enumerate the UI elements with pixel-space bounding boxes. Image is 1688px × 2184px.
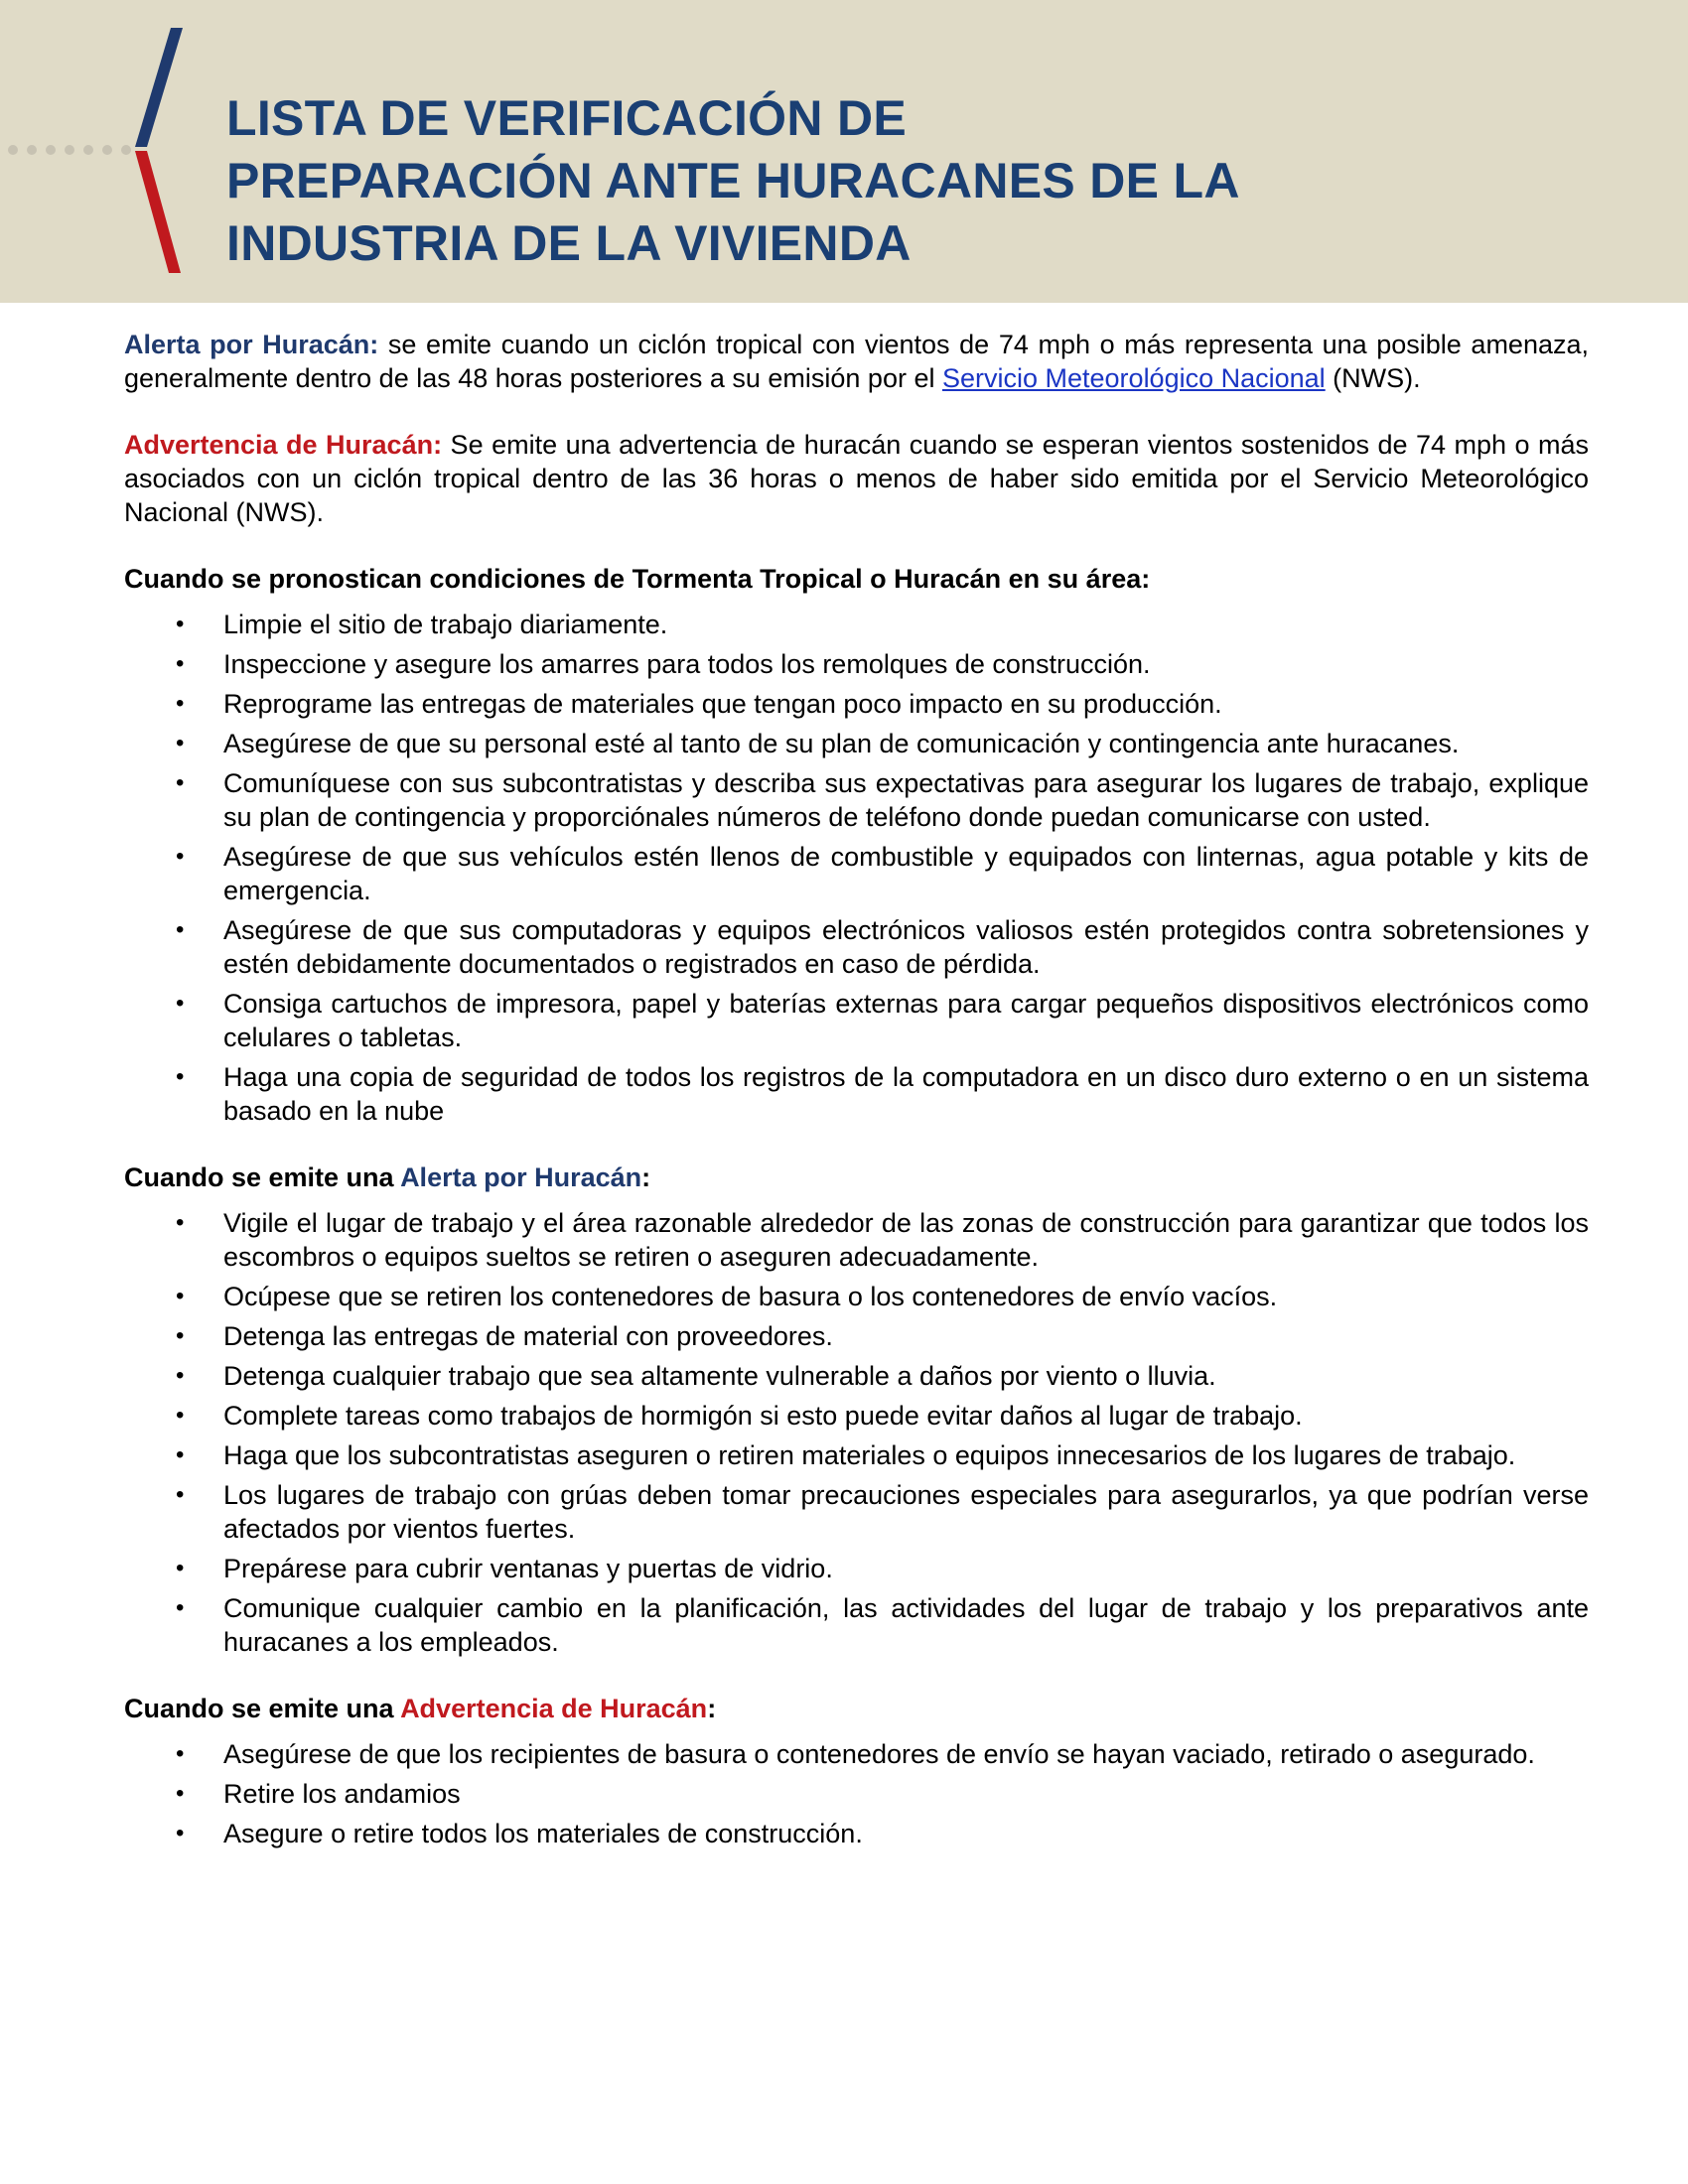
section-heading-forecast: Cuando se pronostican condiciones de Tormenta Tropical o Huracán en su área:	[124, 564, 1151, 594]
list-item	[124, 608, 1589, 641]
bullet-icon: •	[176, 1402, 185, 1429]
alerta-text-end: (NWS).	[1325, 363, 1421, 393]
bullet-icon: •	[176, 1740, 185, 1767]
list-item	[124, 1777, 1589, 1811]
bullet-icon: •	[176, 611, 185, 637]
list-item	[124, 1399, 1589, 1433]
nws-link[interactable]: Servicio Meteorológico Nacional	[941, 363, 1326, 393]
document-body	[124, 328, 1589, 1883]
list-item-text: Inspeccione y asegure los amarres para todos los remolques de construcción.	[223, 649, 1151, 679]
list-item-text: Comuníquese con sus subcontratistas y describa sus expectativas para asegurar los lugares de trabajo, explique su plan de contingencia y proporciónales números de teléfono donde puedan comunicarse con usted.	[223, 768, 1589, 832]
bullet-icon: •	[176, 1780, 185, 1807]
list-item-text: Asegúrese de que su personal esté al tanto de su plan de comunicación y contingencia ante huracanes.	[223, 729, 1460, 758]
list-item-text: Asegúrese de que sus vehículos estén llenos de combustible y equipados con linternas, agua potable y kits de emergencia.	[223, 842, 1589, 905]
list-item	[124, 840, 1589, 907]
section-heading-advertencia	[124, 1692, 1589, 1725]
list-item	[124, 687, 1589, 721]
heading-highlight: Advertencia de Huracán	[400, 1694, 708, 1723]
advertencia-checklist	[124, 1737, 1589, 1850]
list-item-text: Ocúpese que se retiren los contenedores de basura o los contenedores de envío vacíos.	[223, 1282, 1278, 1311]
alerta-definition	[124, 328, 1589, 395]
list-item-text: Haga que los subcontratistas aseguren o retiren materiales o equipos innecesarios de los lugares de trabajo.	[223, 1440, 1516, 1470]
title-line: PREPARACIÓN ANTE HURACANES DE LA	[226, 153, 1240, 208]
list-item	[124, 647, 1589, 681]
bullet-icon: •	[176, 730, 185, 756]
alerta-label: Alerta por Huracán:	[124, 330, 379, 359]
advertencia-text: Se emite una advertencia de huracán cuando se esperan vientos sostenidos de 74 mph o más asociados con un ciclón tropical dentro de las 36 horas o menos de haber sido emitida por el Servicio Meteorológico Nacional (NWS).	[124, 430, 1589, 527]
heading-highlight: Alerta por Huracán	[400, 1162, 642, 1192]
list-item-text: Asegúrese de que sus computadoras y equipos electrónicos valiosos estén protegidos contra sobretensiones y estén debidamente documentados o registrados en caso de pérdida.	[223, 915, 1589, 979]
list-item-text: Limpie el sitio de trabajo diariamente.	[223, 610, 668, 639]
advertencia-definition	[124, 428, 1589, 529]
title-line: INDUSTRIA DE LA VIVIENDA	[226, 215, 912, 271]
bullet-icon: •	[176, 690, 185, 717]
list-item-text: Complete tareas como trabajos de hormigón si esto puede evitar daños al lugar de trabajo.	[223, 1401, 1303, 1431]
slash-red	[135, 151, 181, 273]
list-item	[124, 1359, 1589, 1393]
list-item-text: Prepárese para cubrir ventanas y puertas de vidrio.	[223, 1554, 833, 1583]
bullet-icon: •	[176, 1555, 185, 1581]
list-item	[124, 1591, 1589, 1659]
list-item	[124, 913, 1589, 981]
list-item	[124, 1817, 1589, 1850]
list-item	[124, 1206, 1589, 1274]
list-item	[124, 1060, 1589, 1128]
list-item	[124, 727, 1589, 760]
list-item-text: Retire los andamios	[223, 1779, 461, 1809]
alerta-text: se emite cuando un ciclón tropical con vientos de 74 mph o más representa una posible amenaza, generalmente dentro de las 48 horas posteriores a su emisión por el	[124, 330, 1589, 393]
header-band	[0, 0, 1688, 303]
list-item	[124, 766, 1589, 834]
bullet-icon: •	[176, 843, 185, 870]
bullet-icon: •	[176, 769, 185, 796]
list-item-text: Haga una copia de seguridad de todos los registros de la computadora en un disco duro externo o en un sistema basado en la nube	[223, 1062, 1589, 1126]
list-item	[124, 1319, 1589, 1353]
page-title	[226, 87, 1240, 275]
list-item-text: Reprograme las entregas de materiales que tengan poco impacto en su producción.	[223, 689, 1222, 719]
list-item	[124, 1438, 1589, 1472]
list-item	[124, 1280, 1589, 1313]
slash-navy	[135, 28, 183, 147]
bullet-icon: •	[176, 1209, 185, 1236]
bullet-icon: •	[176, 650, 185, 677]
advertencia-label: Advertencia de Huracán:	[124, 430, 443, 460]
list-item-text: Consiga cartuchos de impresora, papel y baterías externas para cargar pequeños dispositivos electrónicos como celulares o tabletas.	[223, 989, 1589, 1052]
list-item-text: Detenga cualquier trabajo que sea altamente vulnerable a daños por viento o lluvia.	[223, 1361, 1216, 1391]
bullet-icon: •	[176, 916, 185, 943]
bullet-icon: •	[176, 1820, 185, 1846]
title-line: LISTA DE VERIFICACIÓN DE	[226, 90, 908, 146]
logo-slash-icon	[0, 0, 199, 303]
list-item-text: Asegure o retire todos los materiales de construcción.	[223, 1819, 863, 1848]
bullet-icon: •	[176, 1362, 185, 1389]
bullet-icon: •	[176, 1063, 185, 1090]
bullet-icon: •	[176, 1441, 185, 1468]
bullet-icon: •	[176, 990, 185, 1017]
list-item	[124, 1552, 1589, 1585]
bullet-icon: •	[176, 1594, 185, 1621]
list-item-text: Vigile el lugar de trabajo y el área razonable alrededor de las zonas de construcción para garantizar que todos los escombros o equipos sueltos se retiren o aseguren adecuadamente.	[223, 1208, 1589, 1272]
list-item-text: Los lugares de trabajo con grúas deben tomar precauciones especiales para asegurarlos, ya que podrían verse afectados por vientos fuertes.	[223, 1480, 1589, 1544]
list-item-text: Comunique cualquier cambio en la planificación, las actividades del lugar de trabajo y los preparativos ante huracanes a los empleados.	[223, 1593, 1589, 1657]
list-item-text: Detenga las entregas de material con proveedores.	[223, 1321, 833, 1351]
bullet-icon: •	[176, 1322, 185, 1349]
alerta-checklist	[124, 1206, 1589, 1659]
heading-suffix: :	[707, 1694, 717, 1723]
forecast-checklist	[124, 608, 1589, 1128]
list-item-text: Asegúrese de que los recipientes de basura o contenedores de envío se hayan vaciado, retirado o asegurado.	[223, 1739, 1535, 1769]
section-heading-alerta	[124, 1160, 1589, 1194]
heading-suffix: :	[641, 1162, 651, 1192]
list-item	[124, 1478, 1589, 1546]
list-item	[124, 1737, 1589, 1771]
bullet-icon: •	[176, 1481, 185, 1508]
heading-prefix: Cuando se emite una	[124, 1162, 401, 1192]
bullet-icon: •	[176, 1283, 185, 1309]
heading-prefix: Cuando se emite una	[124, 1694, 401, 1723]
list-item	[124, 987, 1589, 1054]
